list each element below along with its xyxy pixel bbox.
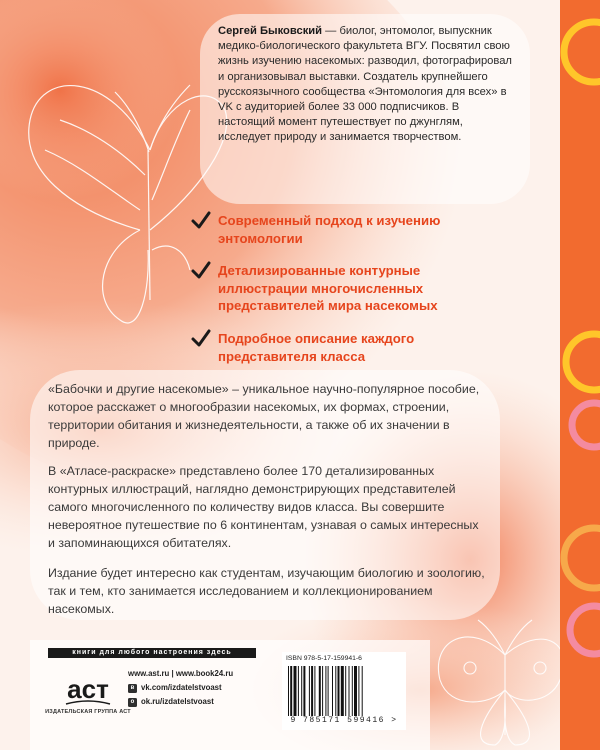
barcode-bar xyxy=(362,666,363,716)
checkmark-icon xyxy=(190,328,212,350)
publisher-links xyxy=(128,667,233,709)
barcode-bar xyxy=(303,666,305,716)
barcode-bar xyxy=(332,666,333,716)
decorative-rings xyxy=(560,0,600,750)
author-name: Сергей Быковский xyxy=(218,25,323,37)
barcode-bar xyxy=(290,666,292,716)
barcode-bar xyxy=(301,666,302,716)
author-bio xyxy=(218,24,518,146)
barcode-bar xyxy=(325,666,326,716)
feature-item xyxy=(190,262,510,315)
sites-link[interactable]: www.ast.ru | www.book24.ru xyxy=(128,669,234,678)
barcode-bar xyxy=(358,666,359,716)
barcode-bar xyxy=(354,666,357,716)
barcode-bar xyxy=(311,666,313,716)
ok-row xyxy=(128,695,233,709)
feature-item xyxy=(190,330,510,365)
vk-link[interactable]: vk.com/izdatelstvoast xyxy=(141,683,222,692)
checkmark-icon xyxy=(190,260,212,282)
decorative-stripe xyxy=(560,0,600,750)
description-paragraph: Издание будет интересно как студентам, изучающим биологию и зоологию, так и тем, кто занимается исследованием и коллекционированием насекомых. xyxy=(48,566,485,616)
barcode-bar xyxy=(341,666,344,716)
vk-icon: в xyxy=(128,684,137,693)
description-paragraph: «Бабочки и другие насекомые» – уникальное научно-популярное пособие, которое расскажет о многообразии насекомых, их формах, строении, территории обитания и жизнедеятельности, а также об их значении в природе. xyxy=(48,382,480,450)
barcode-bar xyxy=(338,666,340,716)
checkmark-icon xyxy=(190,210,212,232)
barcode-bar xyxy=(309,666,310,716)
svg-text:аст: аст xyxy=(67,674,109,704)
barcode-bar xyxy=(294,666,297,716)
ast-logo xyxy=(60,668,116,708)
barcode-bar xyxy=(288,666,289,716)
barcode-bar xyxy=(349,666,350,716)
barcode-bar xyxy=(298,666,299,716)
barcode-bar xyxy=(352,666,353,716)
barcode-number: 9 785171 599416 > xyxy=(290,716,398,725)
barcode xyxy=(286,666,402,716)
feature-text: Современный подход к изучению энтомологии xyxy=(218,213,441,246)
isbn-label: ISBN 978-5-17-159941-6 xyxy=(286,655,362,662)
publisher-name: ИЗДАТЕЛЬСКАЯ ГРУППА АСТ xyxy=(45,709,131,715)
author-bio-text: — биолог, энтомолог, выпускник медико-биологического факультета ВГУ. Посвятил свою жизнь изучению насекомых: разводил, фотографировал и организовывал выставки. Создатель крупнейшего русскоязычного сообщества «Энтомология для всех» в VK с аудиторией более 33 000 подписчиков. В настоящий момент путешествует по джунглям, исследует природу и занимается творчеством. xyxy=(218,25,512,144)
feature-item xyxy=(190,212,510,247)
sites-row xyxy=(128,667,233,681)
ok-icon: о xyxy=(128,698,137,707)
barcode-bar xyxy=(322,666,323,716)
isbn-block xyxy=(282,652,406,730)
feature-text: Подробное описание каждого представителя класса xyxy=(218,331,415,364)
barcode-bar xyxy=(314,666,315,716)
barcode-bar xyxy=(335,666,336,716)
description-paragraph: В «Атласе-раскраске» представлено более 170 детализированных контурных иллюстраций, наглядно демонстрирующих представителей самого многочисленного по количеству видов класса. Вы совершите невероятное путешествие по 6 континентам, узнавая о самых интересных и запоминающихся обитателях. xyxy=(48,464,479,550)
feature-text: Детализированные контурные иллюстрации многочисленных представителей мира насекомых xyxy=(218,263,438,313)
barcode-bar xyxy=(345,666,346,716)
tagline-bar: книги для любого настроения здесь xyxy=(48,648,256,658)
ok-link[interactable]: ok.ru/izdatelstvoast xyxy=(141,697,214,706)
barcode-bar xyxy=(319,666,321,716)
barcode-bar xyxy=(328,666,329,716)
vk-row xyxy=(128,681,233,695)
